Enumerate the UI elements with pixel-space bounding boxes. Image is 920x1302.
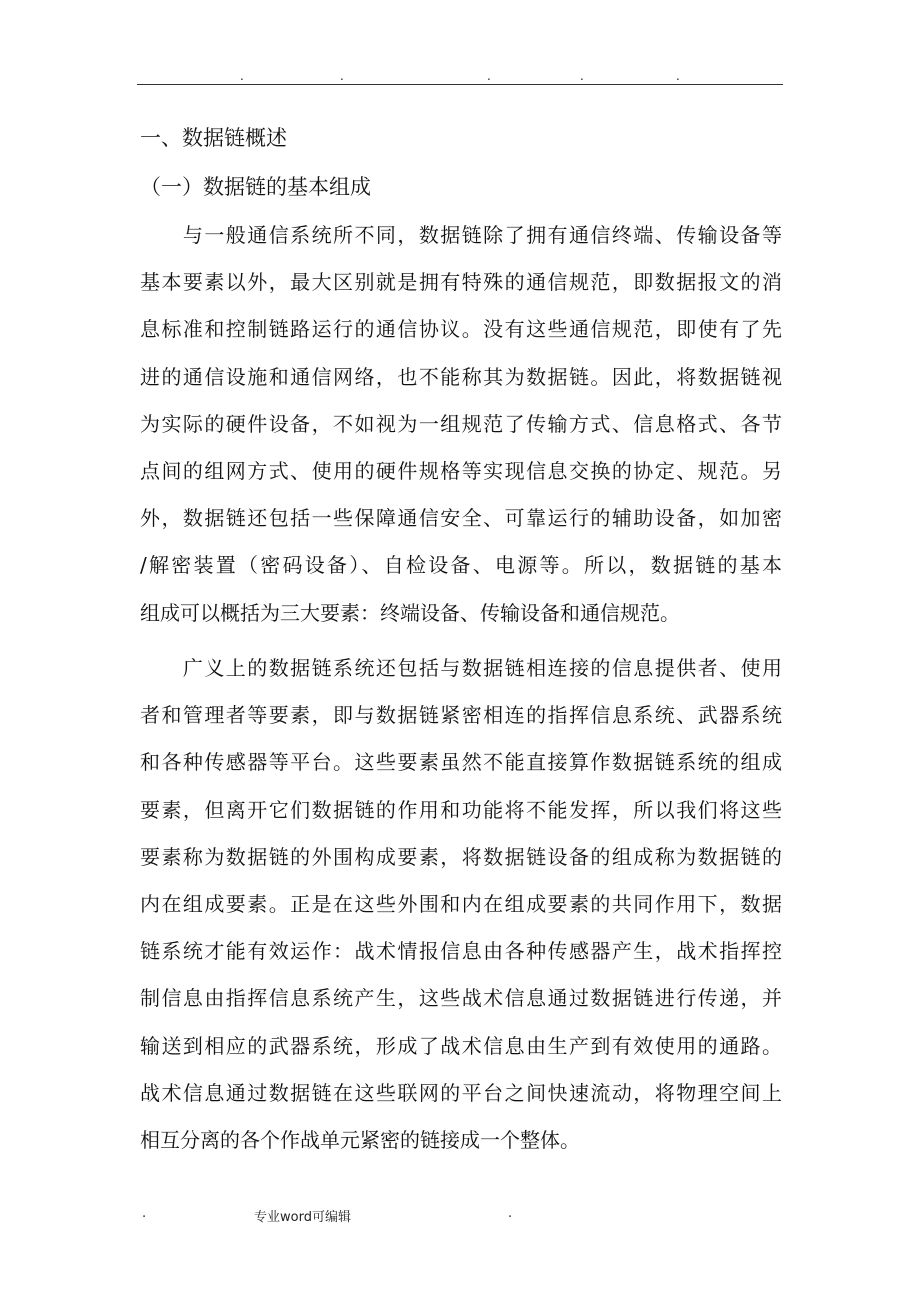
paragraph-line: 战术信息通过数据链在这些联网的平台之间快速流动，将物理空间上 [140, 1080, 782, 1105]
header-dot: . [580, 69, 584, 83]
paragraph-2 [140, 645, 782, 1164]
footer-dot-left: . [142, 1206, 147, 1221]
header-dot: . [240, 69, 244, 83]
header-dots [0, 70, 920, 84]
paragraph-line: 制信息由指挥信息系统产生，这些战术信息通过数据链进行传递，并 [140, 986, 782, 1011]
page-footer [0, 1206, 920, 1226]
paragraph-1 [140, 212, 782, 637]
paragraph-line: 要素，但离开它们数据链的作用和功能将不能发挥，所以我们将这些 [140, 797, 782, 822]
paragraph-line: 和各种传感器等平台。这些要素虽然不能直接算作数据链系统的组成 [140, 750, 782, 775]
paragraph-line: 外，数据链还包括一些保障通信安全、可靠运行的辅助设备，如加密 [140, 506, 782, 531]
header-dot: . [676, 69, 680, 83]
paragraph-line: 与一般通信系统所不同，数据链除了拥有通信终端、传输设备等 [140, 223, 782, 247]
paragraph-line: 广义上的数据链系统还包括与数据链相连接的信息提供者、使用 [140, 656, 782, 680]
header-dot: . [340, 69, 344, 83]
paragraph-line: 息标准和控制链路运行的通信协议。没有这些通信规范，即使有了先 [140, 317, 782, 342]
header-rule [137, 84, 783, 85]
paragraph-line: 为实际的硬件设备，不如视为一组规范了传输方式、信息格式、各节 [140, 411, 782, 436]
paragraph-line: 进的通信设施和通信网络，也不能称其为数据链。因此，将数据链视 [140, 364, 782, 389]
subsection-heading: （一）数据链的基本组成 [140, 175, 371, 199]
paragraph-line: 基本要素以外，最大区别就是拥有特殊的通信规范，即数据报文的消 [140, 270, 782, 295]
footer-dot-right: . [508, 1206, 513, 1221]
paragraph-line: 组成可以概括为三大要素：终端设备、传输设备和通信规范。 [140, 600, 680, 625]
section-heading: 一、数据链概述 [140, 126, 287, 150]
paragraph-line: 内在组成要素。正是在这些外围和内在组成要素的共同作用下，数据 [140, 891, 782, 916]
paragraph-line: 相互分离的各个作战单元紧密的链接成一个整体。 [140, 1127, 580, 1152]
paragraph-line: /解密装置（密码设备）、自检设备、电源等。所以，数据链的基本 [140, 553, 782, 578]
header-dot: . [487, 69, 491, 83]
footer-label: 专业word可编辑 [254, 1210, 351, 1225]
paragraph-line: 点间的组网方式、使用的硬件规格等实现信息交换的协定、规范。另 [140, 458, 782, 483]
paragraph-line: 输送到相应的武器系统，形成了战术信息由生产到有效使用的通路。 [140, 1033, 782, 1058]
paragraph-line: 要素称为数据链的外围构成要素，将数据链设备的组成称为数据链的 [140, 844, 782, 869]
paragraph-line: 链系统才能有效运作：战术情报信息由各种传感器产生，战术指挥控 [140, 939, 782, 964]
paragraph-line: 者和管理者等要素，即与数据链紧密相连的指挥信息系统、武器系统 [140, 703, 782, 728]
